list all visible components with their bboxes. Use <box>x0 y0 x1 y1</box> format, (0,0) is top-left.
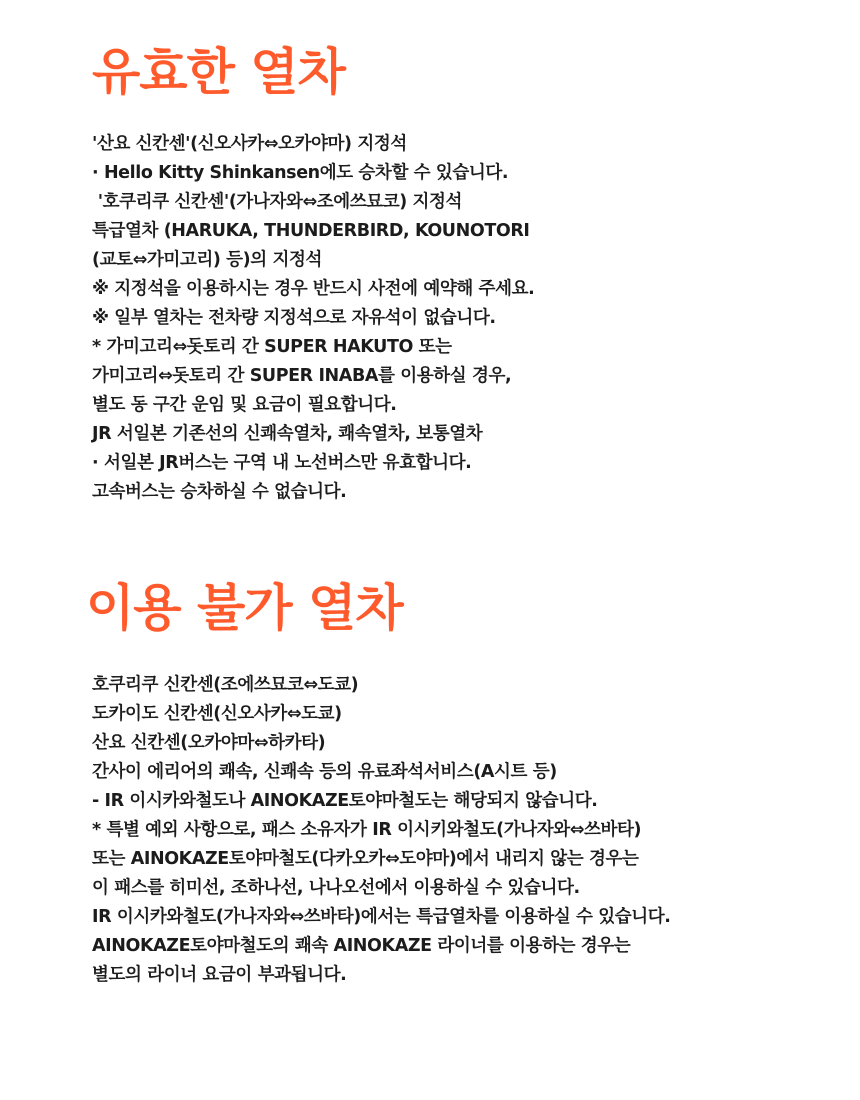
invalid-trains-line: 간사이 에리어의 쾌속, 신쾌속 등의 유료좌석서비스(A시트 등) <box>92 762 557 782</box>
invalid-trains-line: 도카이도 신칸센(신오사카⇔도쿄) <box>92 704 342 724</box>
valid-trains-line: '산요 신칸센'(신오사카⇔오카야마) 지정석 <box>92 134 407 154</box>
invalid-trains-line: 산요 신칸센(오카야마⇔하카타) <box>92 733 326 753</box>
invalid-trains-line: AINOKAZE토야마철도의 쾌속 AINOKAZE 라이너를 이용하는 경우는 <box>92 936 631 956</box>
valid-trains-line: ※ 일부 열차는 전차량 지정석으로 자유석이 없습니다. <box>92 308 496 328</box>
valid-trains-line: * 가미고리⇔돗토리 간 SUPER HAKUTO 또는 <box>92 337 452 357</box>
valid-trains-title: 유효한 열차 <box>92 43 345 101</box>
invalid-trains-line: 호쿠리쿠 신칸센(조에쓰묘코⇔도쿄) <box>92 675 359 695</box>
invalid-trains-line: 이 패스를 히미선, 조하나선, 나나오선에서 이용하실 수 있습니다. <box>92 878 580 898</box>
valid-trains-list <box>92 130 534 507</box>
valid-trains-line: · Hello Kitty Shinkansen에도 승차할 수 있습니다. <box>92 163 509 183</box>
invalid-trains-line: - IR 이시카와철도나 AINOKAZE토야마철도는 해당되지 않습니다. <box>92 791 598 811</box>
valid-trains-line: 별도 동 구간 운임 및 요금이 필요합니다. <box>92 395 397 415</box>
invalid-trains-title: 이용 불가 열차 <box>86 579 403 637</box>
valid-trains-line: · 서일본 JR버스는 구역 내 노선버스만 유효합니다. <box>92 453 472 473</box>
invalid-trains-line: * 특별 예외 사항으로, 패스 소유자가 IR 이시키와철도(가나자와⇔쓰바타) <box>92 820 642 840</box>
valid-trains-line: ※ 지정석을 이용하시는 경우 반드시 사전에 예약해 주세요. <box>92 279 535 299</box>
valid-trains-line: (교토⇔가미고리) 등)의 지정석 <box>92 250 322 270</box>
valid-trains-line: 특급열차 (HARUKA, THUNDERBIRD, KOUNOTORI <box>92 221 530 241</box>
valid-trains-line: 고속버스는 승차하실 수 없습니다. <box>92 482 347 502</box>
valid-trains-line: 가미고리⇔돗토리 간 SUPER INABA를 이용하실 경우, <box>92 366 512 386</box>
invalid-trains-list <box>92 671 671 990</box>
valid-trains-line: '호쿠리쿠 신칸센'(가나자와⇔조에쓰묘코) 지정석 <box>92 192 463 212</box>
valid-trains-line: JR 서일본 기존선의 신쾌속열차, 쾌속열차, 보통열차 <box>92 424 483 444</box>
invalid-trains-line: IR 이시카와철도(가나자와⇔쓰바타)에서는 특급열차를 이용하실 수 있습니다. <box>92 907 671 927</box>
invalid-trains-line: 또는 AINOKAZE토야마철도(다카오카⇔도야마)에서 내리지 않는 경우는 <box>92 849 639 869</box>
invalid-trains-line: 별도의 라이너 요금이 부과됩니다. <box>92 965 347 985</box>
